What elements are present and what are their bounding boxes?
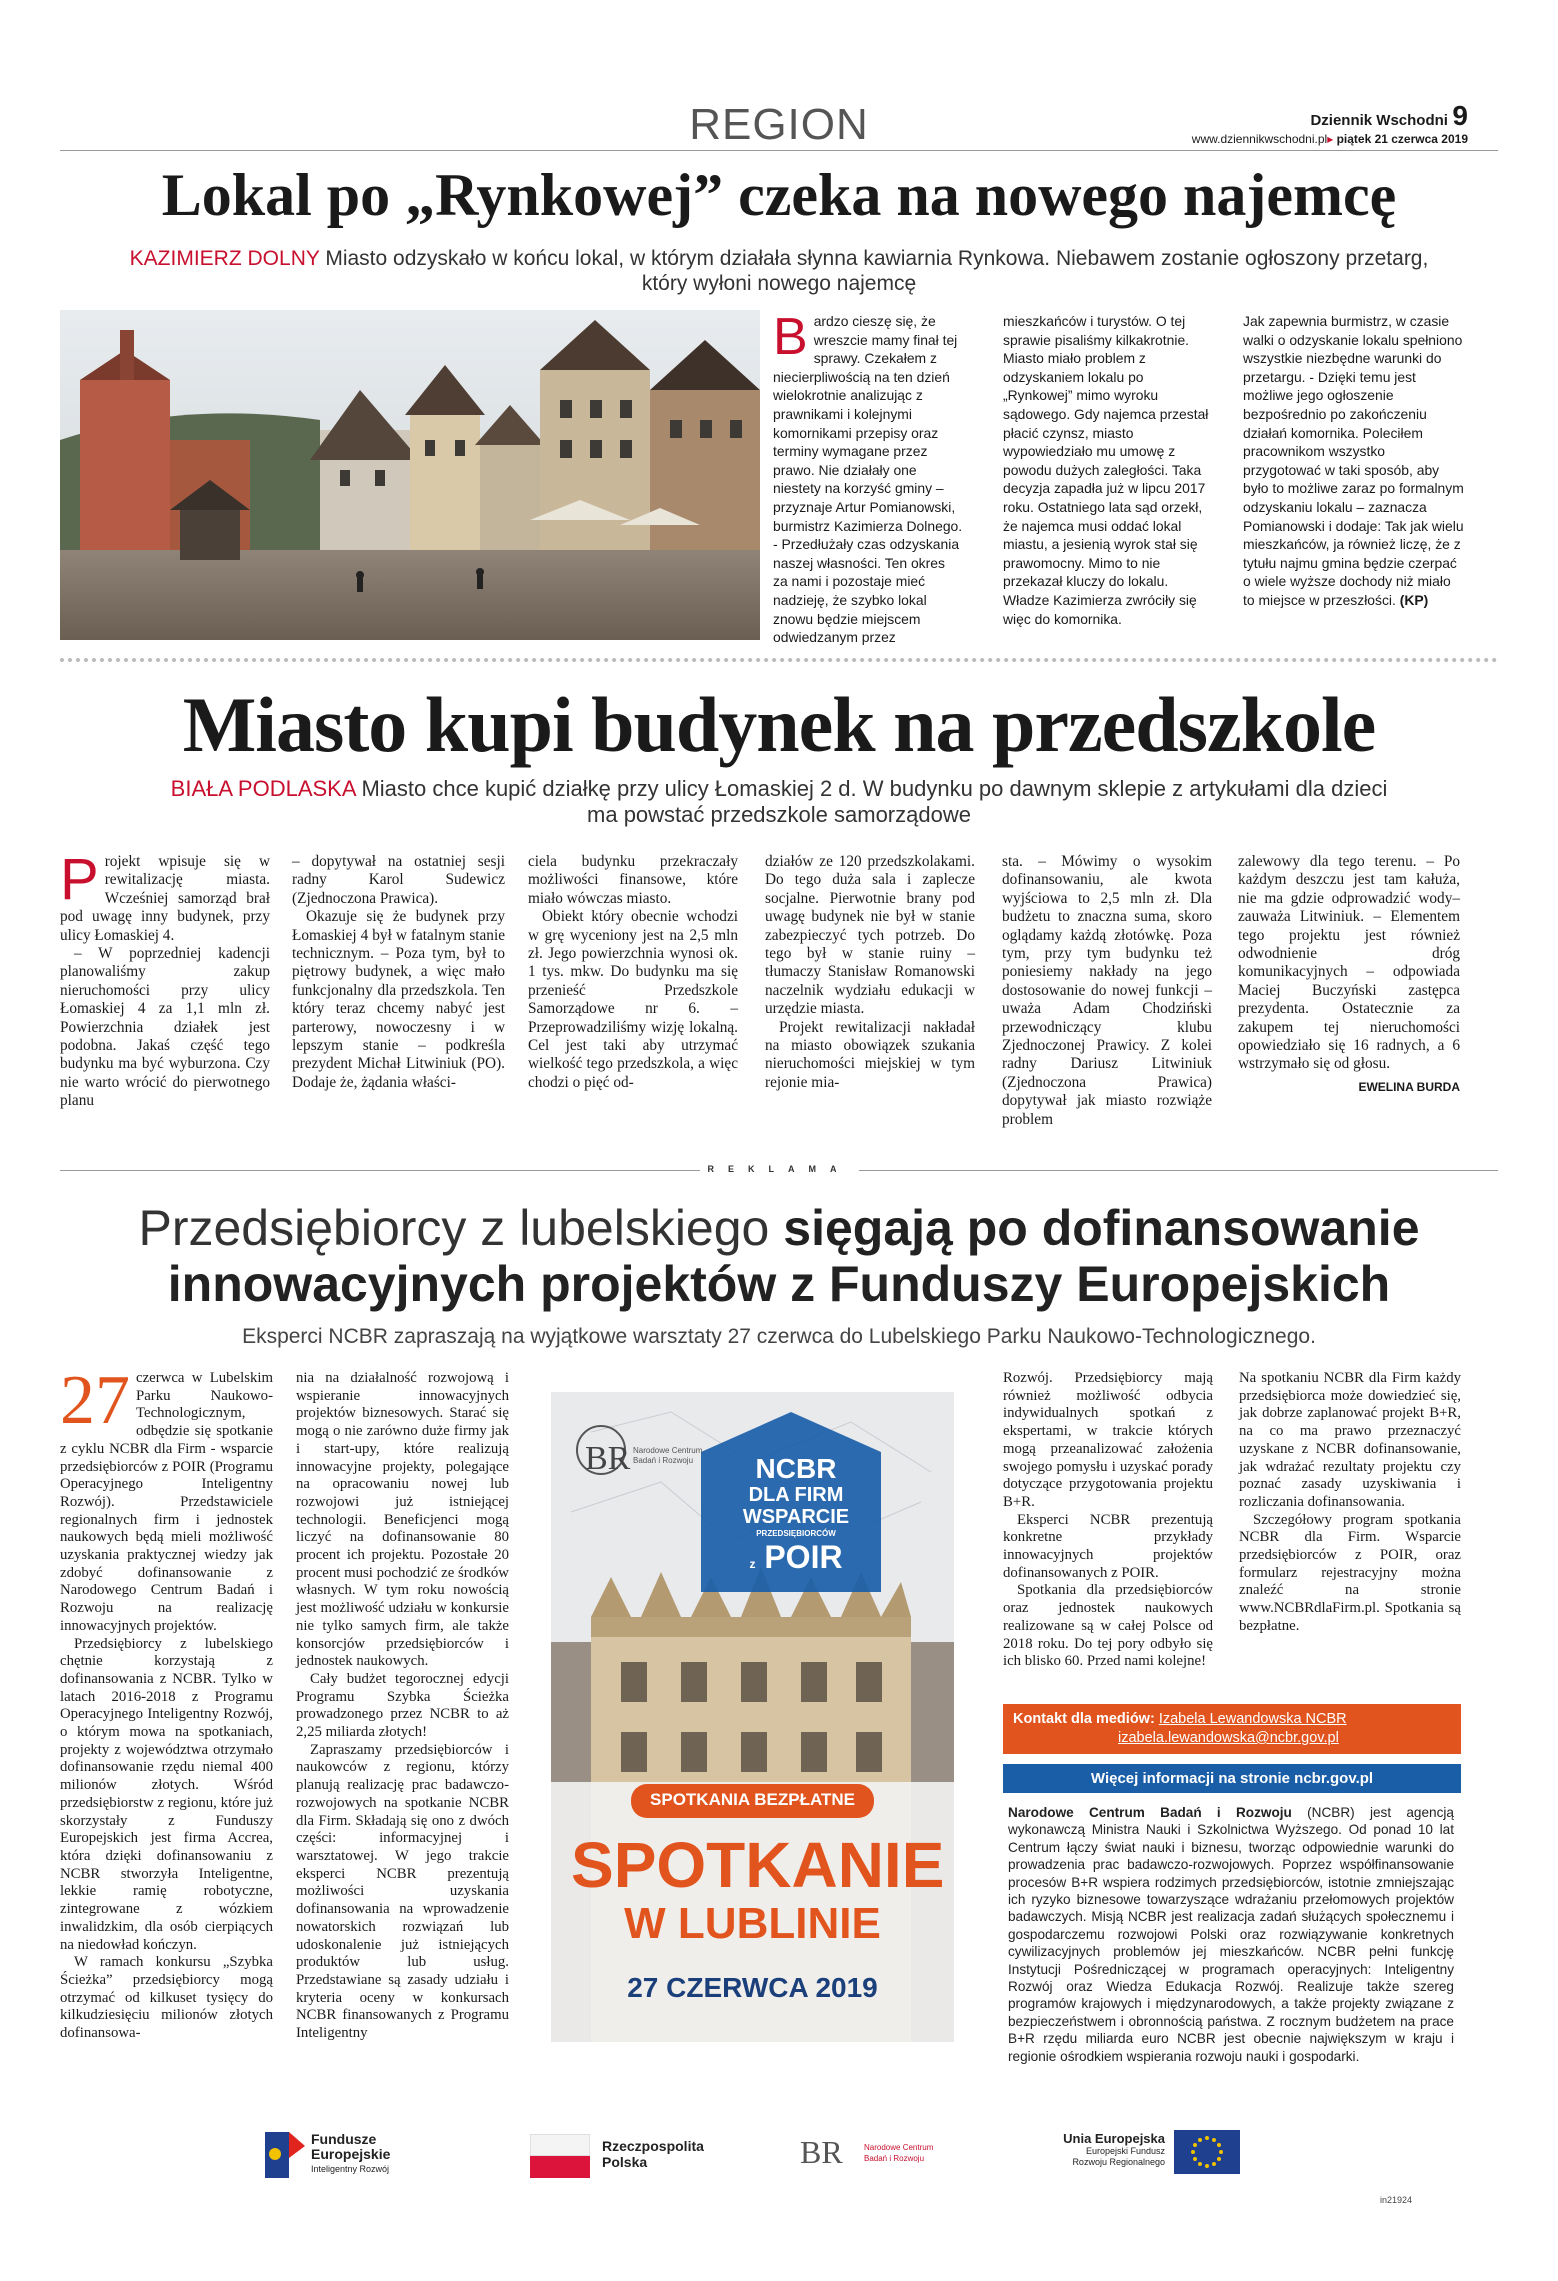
- ue-line2: Europejski Fundusz: [1085, 2146, 1165, 2156]
- poster-date: 27 CZERWCA 2019: [627, 1972, 878, 2003]
- article1-lead: [60, 246, 1498, 296]
- ad-col1: [60, 1362, 273, 2043]
- ad-code: in21924: [1380, 2195, 1413, 2205]
- article1-author-tag: (KP): [1399, 591, 1429, 608]
- poster-badge-3: WSPARCIE: [742, 1506, 850, 1528]
- poster-ribbon: SPOTKANIA BEZPŁATNE: [650, 1790, 855, 1809]
- ad-col3a: Rozwój. Przedsiębiorcy mają również możliwość odbycia indywidualnych spotkań z ekspertami, w trakcie których mogą przeanalizować założenia swojego pomysłu i uzyskać porady dotyczące przygotowania projektu B+R.: [1003, 1370, 1213, 1510]
- ad-big-number: 27: [60, 1362, 130, 1439]
- ad-col4b: Szczegółowy program spotkania NCBR dla Firm. Wsparcie przedsiębiorców z POIR, oraz formularz rejestracyjny można znaleźć na stronie www.NCBRdlaFirm.pl. Spotkania są bezpłatne.: [1239, 1511, 1461, 1634]
- poster-badge-1: NCBR: [755, 1453, 837, 1484]
- poster-logo-line1: Narodowe Centrum: [633, 1446, 703, 1455]
- rp-line1: Rzeczpospolita: [602, 2138, 704, 2154]
- ad-col1c: W ramach konkursu „Szybka Ścieżka” przedsiębiorcy mogą otrzymać od kilkuset tysięcy do kilkudziesięciu milionów złotych dofinansowa-: [60, 1954, 273, 2042]
- article1-photo: [60, 310, 760, 640]
- ncbr-info-box: [1008, 1804, 1454, 2065]
- logo-ncbr: [800, 2134, 950, 2178]
- ad-col2b: Cały budżet tegorocznej edycji Programu Szybka Ścieżka prowadzonego przez NCBR to aż 2,25 miliarda złotych!: [296, 1670, 509, 1741]
- article1-col3: [1243, 312, 1465, 610]
- paper-name: Dziennik Wschodni: [1310, 112, 1448, 129]
- ncbr-logo-mark: BR: [800, 2134, 843, 2170]
- article2-lead-line1: Miasto chce kupić działkę przy ulicy Łomaskiej 2 d. W budynku po dawnym sklepie z artykułami dla dzieci: [361, 776, 1388, 801]
- poster-badge-2: DLA FIRM: [748, 1484, 844, 1506]
- article1-col1: [773, 308, 963, 647]
- article1-lead-line1: Miasto odzyskało w końcu lokal, w którym działała słynna kawiarnia Rynkowa. Niebawem zostanie ogłoszony przetarg,: [325, 247, 1429, 270]
- ad-label: [0, 1164, 1558, 1174]
- fe-logo-text: [311, 2132, 390, 2177]
- poster-badge-6: POIR: [764, 1539, 843, 1575]
- ad-poster: [551, 1392, 954, 2042]
- logo-fundusze-europejskie: [265, 2130, 425, 2182]
- logo-rzeczpospolita: [530, 2134, 710, 2184]
- article1-col3-text: Jak zapewnia burmistrz, w czasie walki o odzyskanie lokalu spełniono wszystkie niezbędne warunki do przetargu. - Dzięki temu jest możliwe jego ogłoszenie bezpośrednio po zakończeniu działań komornika. Poleciłem pracownikom wszystko przygotować w taki sposób, aby było to możliwe zaraz po formalnym odzyskaniu lokalu – zaznacza Pomianowski i dodaje: Tak jak wielu mieszkańców, ja również liczę, że z tytułu najmu gmina będzie czerpać o wiele wyższe dochody niż miało to miejsce w przeszłości.: [1243, 313, 1464, 608]
- article1-title: Lokal po „Rynkowej” czeka na nowego najemcę: [161, 162, 1397, 228]
- article2-col2b: Okazuje się że budynek przy Łomaskiej 4 był w fatalnym stanie technicznym. – Poza tym, był to piętrowy budynek, a więc mało funkcjonalny dla przedszkola. Ten który teraz chcemy nabyć jest parterowy, nowoczesny i w lepszym stanie – podkreśla prezydent Michał Litwiniuk (PO). Dodaje że, żądania właści-: [292, 908, 505, 1091]
- ncbr-line1: Narodowe Centrum: [864, 2143, 934, 2152]
- ad-col3b: Eksperci NCBR prezentują konkretne przykłady innowacyjnych projektów dofinansowanych z POIR.: [1003, 1511, 1213, 1581]
- eu-flag-icon: [1174, 2130, 1240, 2174]
- contact-bar: [1003, 1704, 1461, 1754]
- article2-col6: [1238, 853, 1460, 1096]
- ad-col3: [1003, 1370, 1213, 1671]
- ncbr-line2: Badań i Rozwoju: [864, 2154, 925, 2163]
- ue-logo-text: [1040, 2132, 1165, 2168]
- poster-badge: [711, 1454, 881, 1581]
- article2-lead: [60, 776, 1498, 828]
- contact-label: Kontakt dla mediów:: [1013, 1711, 1155, 1727]
- poster-big1: SPOTKANIE: [571, 1829, 945, 1901]
- article2-col3a: ciela budynku przekraczały możliwości finansowe, które miało wówczas miasto.: [528, 853, 738, 907]
- article2-col2a: – dopytywał na ostatniej sesji radny Karol Sudewicz (Zjednoczona Prawica).: [292, 853, 505, 907]
- poster-badge-4: PRZEDSIĘBIORCÓW: [756, 1529, 836, 1538]
- fe-line1: Fundusze: [311, 2131, 377, 2147]
- section-divider: [60, 658, 1498, 662]
- ad-col4: [1239, 1370, 1461, 1636]
- paper-url[interactable]: www.dziennikwschodni.pl: [1191, 132, 1328, 146]
- article2-col5: [1002, 853, 1212, 1129]
- ad-col4a: Na spotkaniu NCBR dla Firm każdy przedsiębiorca może dowiedzieć się, jak dobrze zaplanować projekt B+R, na co ma prawo przeznaczyć uzyskane z NCBR dofinansowanie, jak wdrażać rezultaty projektu czy poznać zasady uzyskiwania i rozliczania dofinansowania.: [1239, 1370, 1461, 1510]
- ad-col2c: Zapraszamy przedsiębiorców i naukowców z regionu, którzy planują realizację prac badawczo-rozwojowych na spotkanie NCBR dla Firm. Składają się ono z dwóch części: informacyjnej i warsztatowej. W jego trakcie eksperci NCBR prezentują możliwości uzyskania dofinansowania na wprowadzenie nowatorskich rozwiązań lub udoskonalenie już istniejących produktów lub usług. Przedstawiane są zasady udziału i kryteria oceny w konkursach NCBR finansowanych z Programu Inteligentny: [296, 1741, 509, 2042]
- polish-flag-icon: [530, 2134, 590, 2178]
- article1-lead-line2: który wyłoni nowego najemcę: [641, 272, 917, 295]
- page-header-info: Dziennik Wschodni 9 www.dziennikwschodni.pl▸ piątek 21 czerwca 2019: [1191, 100, 1468, 146]
- ad-title-bold1: sięgają po dofinansowanie: [783, 1200, 1420, 1256]
- ad-title-bold2: innowacyjnych projektów z Funduszy Europejskich: [167, 1256, 1391, 1312]
- issue-date: piątek 21 czerwca 2019: [1336, 132, 1468, 146]
- poster-logo-text: [633, 1446, 702, 1466]
- article1-col2: mieszkańców i turystów. O tej sprawie pisaliśmy kilkakrotnie. Miasto miało problem z odzyskaniem lokalu po „Rynkowej” mimo wyroku sądowego. Gdy najemca przestał płacić czynsz, miasto wypowiedziało mu umowę z powodu dużych zaległości. Taka decyzja zapadła już w lipcu 2017 roku. Ostatniego lata sąd orzekł, że najemca musi oddać lokal miastu, a jesienią wyrok stał się prawomocny. Mimo to nie przekazał kluczy do lokalu. Władze Kazimierza zwróciły się więc do komornika.: [1003, 313, 1209, 627]
- article2-col4: [765, 853, 975, 1092]
- article1-place: KAZIMIERZ DOLNY: [129, 247, 320, 270]
- ad-label-text: REKLAMA: [700, 1164, 859, 1174]
- article2-col1-text: rojekt wpisuje się w rewitalizację miasta. Wcześniej samorząd brał pod uwagę inny budynek, przy ulicy Łomaskiej 4.: [60, 853, 270, 944]
- ue-line3: Rozwoju Regionalnego: [1072, 2157, 1165, 2167]
- ad-title-normal: Przedsiębiorcy z lubelskiego: [138, 1200, 784, 1256]
- ncbr-info-bold: Narodowe Centrum Badań i Rozwoju: [1008, 1805, 1292, 1820]
- fe-logo-icon: [265, 2132, 305, 2178]
- rp-line2: Polska: [602, 2154, 648, 2170]
- article2-col3: [528, 853, 738, 1092]
- article2-title: Miasto kupi budynek na przedszkole: [182, 681, 1376, 768]
- logo-unia-europejska: [1040, 2130, 1240, 2180]
- article1-col1-text: ardzo cieszę się, że wreszcie mamy finał tej sprawy. Czekałem z niecierpliwością na ten dzień wielokrotnie analizując z prawnikami i kolejnymi komornikami przepisy oraz terminy wymagane przez prawo. Nie działały one niestety na korzyść gminy – przyznaje Artur Pomianowski, burmistrz Kazimierza Dolnego. - Przedłużały czas odzyskania naszej własności. Ten okres za nami i pozostaje mieć nadzieję, że szybko lokal znowu będzie miejscem odwiedzanym przez: [773, 313, 963, 646]
- article2-dropcap: P: [60, 847, 99, 912]
- ad-col2a: nia na działalność rozwojową i wspieranie innowacyjnych projektów biznesowych. Starać się mogą o nie zarówno duże firmy jak i start-upy, które realizują innowacyjne projekty, polegające na opracowaniu nowej lub rozwojowi już istniejącej technologii. Beneficjenci mogą liczyć na dofinansowanie 80 procent ich projektu. Pozostałe 20 procent musi pochodzić ze środków własnych. W tym roku nowością jest możliwość udziału w konkursie nie tylko samych firm, ale także konsorcjów przedsiębiorców i jednostek naukowych.: [296, 1370, 509, 1670]
- fe-line3: Inteligentny Rozwój: [311, 2164, 390, 2174]
- poster-badge-5: z: [749, 1557, 756, 1571]
- ad-col1b: Przedsiębiorcy z lubelskiego chętnie korzystają z dofinansowania z NCBR. Tylko w latach 2016-2018 z Programu Operacyjnego Inteligentny Rozwój, o którym mowa na spotkaniach, projekty z województwa otrzymało dofinansowanie rzędu niemal 400 milionów złotych. Wśród przedsiębiorstw z regionu, które już skorzystały z Funduszy Europejskich jest firma Accrea, która dzięki dofinansowaniu z NCBR stworzyła Inteligentne, lekkie ramię robotyczne, zintegrowane z wózkiem inwalidzkim, dla osób cierpiących na niedowład kończyn.: [60, 1635, 273, 1953]
- more-info-bar[interactable]: Więcej informacji na stronie ncbr.gov.pl: [1003, 1764, 1461, 1793]
- header-rule: [60, 150, 1498, 151]
- market-square-photo: [60, 310, 760, 640]
- ue-line1: Unia Europejska: [1063, 2131, 1165, 2146]
- poster-logo-mark: BR: [585, 1440, 631, 1477]
- ad-col1a: czerwca w Lubelskim Parku Naukowo-Technologicznym, odbędzie się spotkanie z cyklu NCBR dla Firm - wsparcie przedsiębiorców z POIR (Programu Operacyjnego Inteligentny Rozwój). Przedstawiciele regionalnych firm i jednostek naukowych będą mieli możliwość uzyskania praktycznej wiedzy jak zdobyć dofinansowanie z Narodowego Centrum Badań i Rozwoju na realizację innowacyjnych projektów.: [60, 1370, 273, 1634]
- ad-title: [60, 1200, 1498, 1312]
- fe-line2: Europejskie: [311, 2146, 391, 2162]
- article2-col4a: działów ze 120 przedszkolakami. Do tego duża sala i zaplecze socjalne. Pierwotnie brany pod uwagę budynek nie był w stanie zabezpieczyć tych potrzeb. Do tego był w stanie ruiny – tłumaczy Stanisław Romanowski naczelnik wydziału edukacji w urzędzie miasta.: [765, 853, 975, 1018]
- section-title: REGION: [689, 100, 869, 149]
- ad-col3c: Spotkania dla przedsiębiorców oraz jednostek naukowych realizowane są w całej Polsce od 2018 roku. Do tej pory odbyło się ich blisko 60. Przed nami kolejne!: [1003, 1582, 1213, 1670]
- article2-col1b: – W poprzedniej kadencji planowaliśmy zakup nieruchomości przy ulicy Łomaskiej 4 za 1,1 mln zł. Powierzchnia działek jest podobna. Jakaś część tego budynku ma być wyburzona. Czy nie warto wrócić do pierwotnego planu: [60, 945, 270, 1110]
- contact-email[interactable]: izabela.lewandowska@ncbr.gov.pl: [1118, 1730, 1339, 1746]
- article2-col1: [60, 847, 270, 1111]
- article2-col4b: Projekt rewitalizacji nakładał na miasto obowiązek szukania nieruchomości miejskiej w tym rejonie mia-: [765, 1018, 975, 1091]
- article2-author: EWELINA BURDA: [1358, 1079, 1460, 1094]
- page-number: 9: [1452, 100, 1468, 131]
- poster-logo-line2: Badań i Rozwoju: [633, 1456, 694, 1465]
- rp-logo-text: [602, 2138, 704, 2170]
- ad-subtitle: Eksperci NCBR zapraszają na wyjątkowe warsztaty 27 czerwca do Lubelskiego Parku Naukowo-Technologicznego.: [242, 1325, 1316, 1348]
- poster-big2: W LUBLINIE: [624, 1899, 881, 1948]
- article1-dropcap: B: [773, 308, 808, 366]
- ncbr-info-text: (NCBR) jest agencją wykonawczą Ministra Nauki i Szkolnictwa Wyższego. Od ponad 10 lat Centrum łączy świat nauki i biznesu, tworząc odpowiednie warunki do prowadzenia prac badawczo-rozwojowych. Poprzez współfinansowanie procesów B+R wspiera rodzimych przedsiębiorców, istotnie zmniejszając ich ryzyko biznesowe towarzyszące wdrażaniu przełomowych projektów badawczych. Misją NCBR jest realizacja zadań służących społecznemu i gospodarczemu rozwojowi Polski oraz rozwiązywanie konkretnych cywilizacyjnych problemów jej mieszkańców. NCBR pełni funkcję Instytucji Pośredniczącej w programach operacyjnych: Inteligentny Rozwój oraz Wiedza Edukacja Rozwój. Realizuje także szereg programów krajowych i międzynarodowych, a także projekty związane z bezpieczeństwem i obronnością państwa. Z rocznym budżetem na prace B+R rzędu miliarda euro NCBR jest obecnie największym w kraju i regionie ośrodkiem wspierania rozwoju nauki i gospodarki.: [1008, 1805, 1454, 2064]
- article2-col2: [292, 853, 505, 1092]
- contact-name: Izabela Lewandowska NCBR: [1158, 1711, 1347, 1727]
- article2-lead-line2: ma powstać przedszkole samorządowe: [587, 802, 971, 827]
- ncbr-logo-text: [864, 2142, 933, 2164]
- ad-col2: [296, 1370, 509, 2043]
- article2-place: BIAŁA PODLASKA: [170, 776, 356, 801]
- article2-col6a: zalewowy dla tego terenu. – Po każdym deszczu jest tam kałuża, nie ma gdzie odprowadzić wody– zauważa Litwiniuk. – Elementem tego projektu jest również odwodnienie dróg komunikacyjnych – odpowiada Maciej Buczyński zastępca prezydenta. Ostatecznie za zakupem tej nieruchomości opowiedziało się 16 radnych, a 6 wstrzymało się od głosu.: [1238, 853, 1460, 1073]
- article2-col3b: Obiekt który obecnie wchodzi w grę wyceniony jest na 2,5 mln zł. Jego powierzchnia wynosi ok. 1 tys. mkw. Do budynku ma się przenieść Przedszkole Samorządowe nr 6. – Przeprowadziliśmy wizję lokalną. Cel jest taki aby utrzymać wielkość tego przedszkola, a więc chodzi o pięć od-: [528, 908, 738, 1091]
- article2-col5a: sta. – Mówimy o wysokim dofinansowaniu, ale kwota wyjściowa to 2,5 mln zł. Dla budżetu to znaczna suma, skoro oglądamy każdą złotówkę. Poza tym, przy tym budynku też poniesiemy nakłady na jego dostosowanie do nowej funkcji – uważa Adam Chodziński przewodniczący klubu Zjednoczonej Prawicy. Z kolei radny Dariusz Litwiniuk (Zjednoczona Prawica) dopytywał jak miasto rozwiąże problem: [1002, 853, 1212, 1128]
